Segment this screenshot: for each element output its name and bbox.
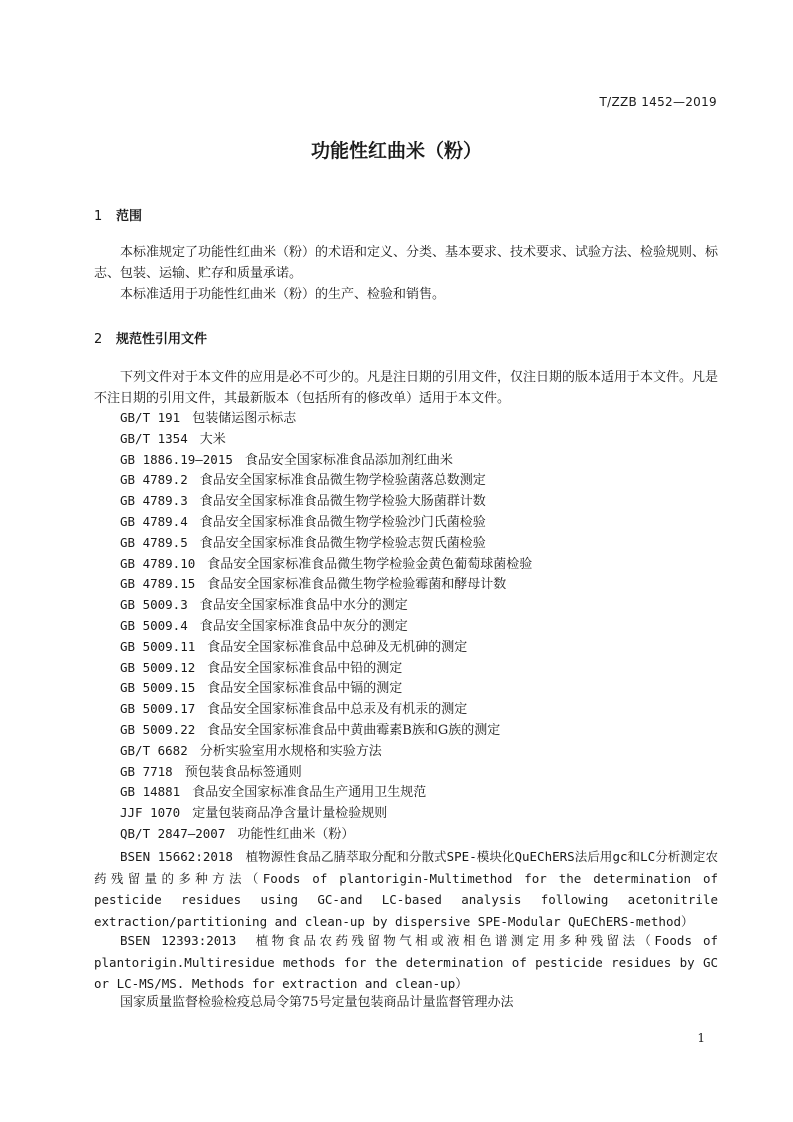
section-2-intro [94,367,718,409]
reference-code: GB 5009.4 [120,617,188,633]
reference-item [120,512,718,533]
section-2-title: 规范性引用文件 [116,332,208,347]
reference-code: GB 4789.15 [120,576,196,592]
section-1-number: 1 [94,209,103,224]
reference-title: 食品安全国家标准食品微生物学检验志贺氏菌检验 [199,535,486,551]
reference-item [120,429,718,450]
reference-code: GB 5009.17 [120,701,196,717]
reference-code: GB 4789.5 [120,534,188,550]
reference-code: JJF 1070 [120,805,181,821]
reference-code: GB 4789.3 [120,493,188,509]
reference-code: GB 5009.22 [120,721,196,737]
reference-item [120,450,718,471]
section-1-title: 范围 [116,209,143,224]
reference-title: 食品安全国家标准食品中黄曲霉素B族和G族的测定 [207,722,501,738]
reference-title: 食品安全国家标准食品中总砷及无机砷的测定 [207,639,468,655]
reference-code: GB/T 1354 [120,430,188,446]
reference-code: QB/T 2847—2007 [120,825,226,841]
reference-title: 食品安全国家标准食品中灰分的测定 [199,618,408,634]
reference-item [120,678,718,699]
reference-code: GB 1886.19—2015 [120,451,233,467]
section-2-intro-text: 下列文件对于本文件的应用是必不可少的。凡是注日期的引用文件，仅注日期的版本适用于本文件。凡是不注日期的引用文件，其最新版本（包括所有的修改单）适用于本文件。 [94,370,719,406]
reference-item [120,658,718,679]
reference-title: 食品安全国家标准食品中镉的测定 [207,681,403,697]
reference-title: 食品安全国家标准食品微生物学检验沙门氏菌检验 [199,514,486,530]
reference-title: 包装储运图示标志 [192,411,297,426]
reference-title: 食品安全国家标准食品添加剂红曲米 [244,452,453,468]
reference-item [120,491,718,512]
reference-item [120,616,718,637]
reference-code: GB 5009.11 [120,638,196,654]
reference-code: GB 5009.3 [120,597,188,613]
reference-code: GB 4789.10 [120,555,196,571]
reference-item [120,782,718,803]
reference-item [120,574,718,595]
reference-title: 定量包装商品净含量计量检验规则 [192,806,388,822]
reference-decree-75-text: 国家质量监督检验检疫总局令第75号定量包装商品计量监督管理办法 [120,995,514,1010]
reference-bsen-12393-text: BSEN 12393:2013 植物食品农药残留物气相或液相色谱测定用多种残留法（Foods of plantorigin.Multiresidue methods for the determination of pesticide residues by GC or LC-MS/MS. Methods for extraction and clean-up） [94,933,718,991]
section-1-paragraph-2 [94,284,718,305]
reference-title: 食品安全国家标准食品中水分的测定 [199,598,408,614]
reference-title: 食品安全国家标准食品微生物学检验大肠菌群计数 [199,494,486,510]
reference-code: GB 5009.12 [120,659,196,675]
reference-code: GB 14881 [120,784,181,800]
reference-item [120,554,718,575]
reference-title: 食品安全国家标准食品生产通用卫生规范 [192,785,427,801]
reference-title: 食品安全国家标准食品中总汞及有机汞的测定 [207,702,468,718]
reference-code: GB 4789.2 [120,472,188,488]
reference-code: GB/T 191 [120,410,181,425]
reference-item [120,595,718,616]
reference-item [120,470,718,491]
reference-item [120,803,718,824]
reference-title: 大米 [199,431,226,447]
reference-decree-75 [94,992,718,1013]
reference-title: 分析实验室用水规格和实验方法 [199,743,382,759]
page-number: 1 [697,1031,705,1045]
reference-code: GB 7718 [120,763,173,779]
reference-code: GB/T 6682 [120,742,188,758]
reference-item [120,762,718,783]
reference-title: 食品安全国家标准食品微生物学检验金黄色葡萄球菌检验 [207,556,533,572]
reference-code: GB 5009.15 [120,680,196,696]
reference-code: GB 4789.4 [120,513,188,529]
reference-item [120,637,718,658]
standard-code: T/ZZB 1452—2019 [599,95,717,109]
reference-item [120,741,718,762]
reference-bsen-15662-text: BSEN 15662:2018 植物源性食品乙腈萃取分配和分散式SPE-模块化QuEChERS法后用gc和LC分析测定农药残留量的多种方法（Foods of plantorigin-Multimethod for the determination of pesticide residues using GC-and LC-based analysis following acetonitrile extraction/partitioning and clean-up by dispersive SPE-Modular QuEChERS-method） [94,849,718,929]
section-1-paragraph-1 [94,242,718,284]
reference-item [120,533,718,554]
reference-item [120,408,718,429]
reference-item [120,699,718,720]
section-1-paragraph-2-text: 本标准适用于功能性红曲米（粉）的生产、检验和销售。 [120,287,446,302]
reference-item [120,720,718,741]
section-2-heading [94,328,207,347]
section-1-heading [94,205,142,224]
section-1-paragraph-1-text: 本标准规定了功能性红曲米（粉）的术语和定义、分类、基本要求、技术要求、试验方法、检验规则、标志、包装、运输、贮存和质量承诺。 [94,245,719,281]
document-title: 功能性红曲米（粉） [310,140,482,162]
reference-title: 食品安全国家标准食品微生物学检验菌落总数测定 [199,473,486,489]
reference-title: 食品安全国家标准食品中铅的测定 [207,660,403,676]
normative-references-list [120,408,718,845]
section-2-number: 2 [94,332,103,347]
reference-title: 食品安全国家标准食品微生物学检验霉菌和酵母计数 [207,577,507,593]
reference-title: 预包装食品标签通则 [184,764,302,780]
reference-bsen-15662 [94,846,718,932]
reference-title: 功能性红曲米（粉） [237,826,355,842]
reference-bsen-12393 [94,930,718,995]
reference-item [120,824,718,845]
